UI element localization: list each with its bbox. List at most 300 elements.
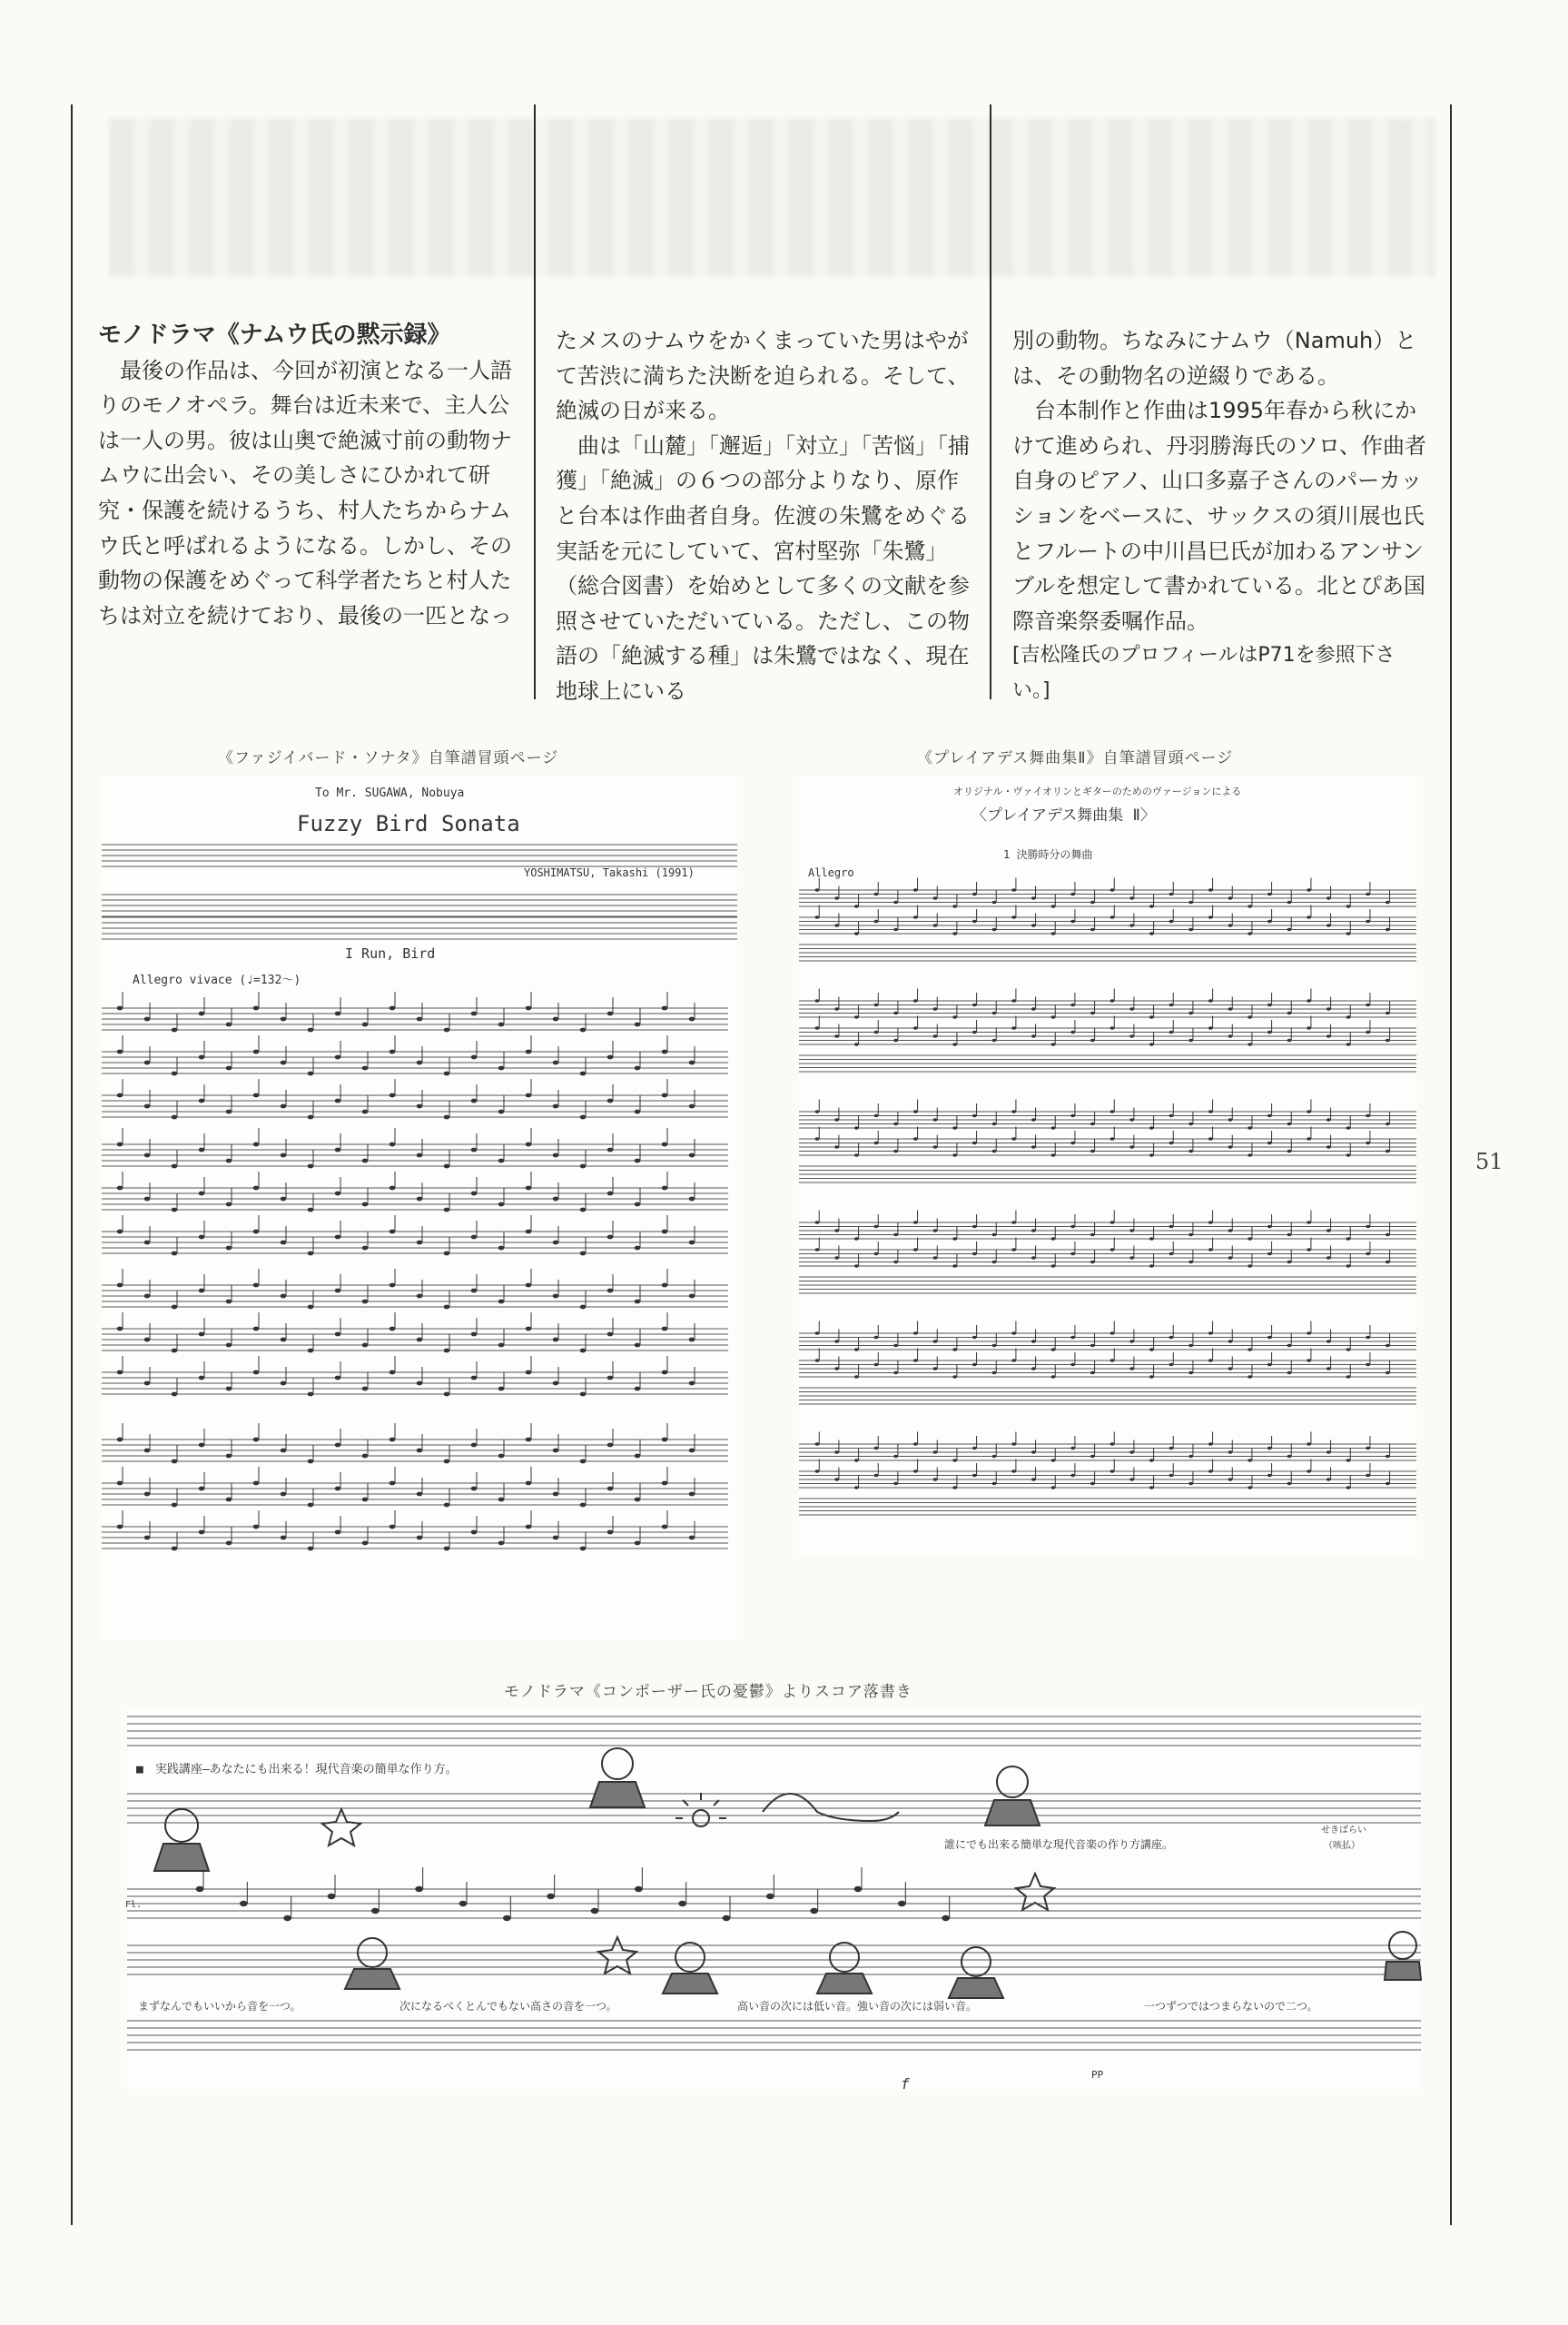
- cartoon-characters: [154, 1748, 1421, 1998]
- note-head: [362, 1246, 369, 1251]
- note-head: [281, 1197, 287, 1202]
- note-head: [308, 1392, 314, 1397]
- note-head: [226, 1343, 232, 1348]
- note-head: [471, 1443, 478, 1448]
- note-head: [992, 928, 997, 932]
- note-head: [390, 1093, 396, 1098]
- note-head: [526, 1481, 532, 1486]
- note-head: [444, 1503, 450, 1508]
- note-head: [854, 1348, 859, 1351]
- note-head: [1129, 1034, 1134, 1038]
- note-head: [117, 1143, 123, 1147]
- note-head: [1169, 1225, 1174, 1229]
- note-head: [390, 1143, 396, 1147]
- note-head: [253, 1283, 260, 1288]
- note-head: [1247, 1237, 1252, 1241]
- note-head: [199, 1487, 205, 1491]
- note-head: [1307, 999, 1311, 1003]
- note-head: [1307, 1221, 1311, 1224]
- note-head: [1366, 893, 1370, 896]
- note-head: [1011, 1469, 1016, 1473]
- note-head: [874, 1252, 879, 1256]
- note-head: [335, 1192, 341, 1196]
- note-head: [766, 1894, 774, 1899]
- note-head: [283, 1915, 291, 1921]
- note-head: [1228, 1340, 1233, 1343]
- note-head: [952, 1043, 957, 1046]
- note-head: [913, 999, 918, 1003]
- note-head: [1287, 1482, 1292, 1486]
- note-head: [1247, 1043, 1252, 1046]
- note-head: [1110, 1137, 1115, 1141]
- note-head: [553, 1294, 559, 1299]
- note-head: [1169, 1252, 1174, 1256]
- doodle-heading: ■ 実践講座—あなたにも出来る！現代音楽の簡単な作り方。: [136, 1763, 458, 1776]
- note-head: [335, 1289, 341, 1293]
- note-head: [362, 1541, 369, 1546]
- note-head: [335, 1443, 341, 1448]
- note-head: [815, 1442, 820, 1446]
- note-head: [1090, 1233, 1095, 1237]
- note-head: [1110, 1359, 1115, 1362]
- note-head: [933, 1340, 938, 1343]
- movement-title: I Run, Bird: [345, 945, 436, 962]
- note-head: [281, 1536, 287, 1540]
- note-head: [834, 896, 839, 900]
- note-head: [498, 1066, 505, 1071]
- note-head: [1149, 1153, 1154, 1157]
- dynamic-forte: f: [901, 2075, 910, 2092]
- note-head: [1346, 1126, 1351, 1130]
- note-head: [1169, 893, 1174, 896]
- note-head: [1070, 1252, 1075, 1256]
- note-head: [526, 1283, 532, 1288]
- note-head: [1307, 888, 1311, 892]
- note-head: [1208, 1110, 1213, 1113]
- note-head: [635, 1110, 641, 1114]
- note-head: [226, 1110, 232, 1114]
- note-head: [471, 1530, 478, 1535]
- note-head: [810, 1908, 818, 1914]
- note-head: [1129, 1340, 1134, 1343]
- note-head: [1307, 1469, 1311, 1473]
- note-head: [1149, 1264, 1154, 1268]
- note-head: [172, 1305, 178, 1310]
- note-head: [471, 1192, 478, 1196]
- note-head: [972, 1336, 977, 1340]
- score-title: Fuzzy Bird Sonata: [297, 811, 520, 836]
- note-head: [854, 1015, 859, 1019]
- note-head: [1051, 1348, 1056, 1351]
- note-head: [992, 1233, 997, 1237]
- note-head: [417, 1449, 423, 1453]
- note-head: [972, 1363, 977, 1367]
- note-head: [893, 1123, 898, 1126]
- note-head: [952, 1486, 957, 1489]
- note-head: [1247, 905, 1252, 908]
- note-head: [1247, 1015, 1252, 1019]
- note-head: [1386, 1233, 1390, 1237]
- note-head: [662, 1327, 668, 1331]
- note-head: [1267, 1336, 1272, 1340]
- note-head: [1346, 1264, 1351, 1268]
- note-head: [1169, 1004, 1174, 1007]
- note-head: [1031, 1007, 1036, 1011]
- note-head: [498, 1498, 505, 1502]
- note-head: [1208, 1442, 1213, 1446]
- note-head: [253, 1093, 260, 1098]
- note-head: [1129, 1118, 1134, 1122]
- note-head: [226, 1202, 232, 1207]
- note-head: [144, 1381, 151, 1386]
- note-head: [1346, 1348, 1351, 1351]
- note-head: [992, 901, 997, 905]
- note-head: [117, 1093, 123, 1098]
- note-head: [444, 1028, 450, 1033]
- note-head: [972, 1447, 977, 1450]
- note-head: [1267, 1031, 1272, 1034]
- column-rule-right: [1450, 104, 1452, 2225]
- right-score-sheet: [799, 777, 1416, 1558]
- note-head: [526, 1143, 532, 1147]
- note-head: [1031, 1145, 1036, 1149]
- note-head: [1386, 1455, 1390, 1459]
- note-head: [553, 1017, 559, 1022]
- note-head: [335, 1235, 341, 1240]
- note-head: [933, 1256, 938, 1260]
- note-head: [689, 1536, 695, 1540]
- note-head: [362, 1300, 369, 1304]
- note-head: [893, 1012, 898, 1015]
- note-head: [1188, 901, 1193, 905]
- note-head: [526, 1093, 532, 1098]
- note-head: [854, 1264, 859, 1268]
- note-head: [1031, 1478, 1036, 1481]
- note-head: [913, 1331, 918, 1335]
- note-head: [144, 1338, 151, 1342]
- bottom-score-sheet: [125, 1707, 1421, 2092]
- section-title: モノドラマ《ナムウ氏の黙示録》: [98, 322, 451, 349]
- note-head: [1070, 1474, 1075, 1478]
- note-head: [689, 1197, 695, 1202]
- note-head: [362, 1343, 369, 1348]
- note-head: [1051, 1375, 1056, 1379]
- note-head: [1287, 901, 1292, 905]
- note-head: [635, 1387, 641, 1391]
- note-head: [1346, 1015, 1351, 1019]
- note-head: [893, 1482, 898, 1486]
- note-head: [992, 1150, 997, 1153]
- note-head: [1110, 1331, 1115, 1335]
- note-head: [635, 1343, 641, 1348]
- note-head: [893, 1150, 898, 1153]
- note-head: [459, 1901, 468, 1906]
- note-head: [526, 1525, 532, 1529]
- paragraph: 曲は「山麓」「邂逅」「対立」「苦悩」「捕獲」「絶滅」の６つの部分よりなり、原作と台本は作曲者自身。佐渡の朱鷺をめぐる実話を元にしていて、宮村堅弥「朱鷺」（総合図書）を始めとして多くの文献を参照させていただいている。ただし、この物語の「絶滅する種」は朱鷺ではなく、現在地球上にいる: [556, 432, 970, 704]
- note-head: [553, 1197, 559, 1202]
- note-head: [607, 1055, 614, 1060]
- note-head: [815, 1359, 820, 1362]
- note-head: [874, 920, 879, 924]
- note-head: [972, 1225, 977, 1229]
- note-head: [498, 1300, 505, 1304]
- note-head: [553, 1492, 559, 1497]
- note-head: [417, 1381, 423, 1386]
- note-head: [635, 1886, 643, 1892]
- note-head: [874, 893, 879, 896]
- note-head: [1346, 1043, 1351, 1046]
- note-head: [933, 1478, 938, 1481]
- note-head: [1366, 1142, 1370, 1145]
- note-head: [117, 1438, 123, 1442]
- note-head: [580, 1349, 587, 1353]
- note-head: [1346, 1459, 1351, 1462]
- note-head: [874, 1447, 879, 1450]
- note-head: [1070, 1142, 1075, 1145]
- note-head: [471, 1148, 478, 1153]
- note-head: [117, 1327, 123, 1331]
- note-head: [607, 1235, 614, 1240]
- note-head: [1169, 920, 1174, 924]
- note-head: [1208, 888, 1213, 892]
- note-head: [1011, 1110, 1016, 1113]
- note-head: [1110, 915, 1115, 919]
- note-head: [933, 1007, 938, 1011]
- note-head: [1287, 928, 1292, 932]
- note-head: [328, 1894, 336, 1899]
- note-head: [662, 1006, 668, 1011]
- note-head: [913, 888, 918, 892]
- note-head: [144, 1153, 151, 1158]
- note-head: [972, 920, 977, 924]
- note-head: [1188, 1371, 1193, 1375]
- note-head: [1011, 1331, 1016, 1335]
- note-head: [417, 1197, 423, 1202]
- note-head: [444, 1115, 450, 1120]
- note-head: [1149, 932, 1154, 935]
- text-column-2: [556, 323, 970, 709]
- note-head: [498, 1246, 505, 1251]
- note-head: [913, 1248, 918, 1252]
- note-head: [874, 1474, 879, 1478]
- note-head: [471, 1055, 478, 1060]
- note-head: [1366, 1114, 1370, 1118]
- note-head: [553, 1153, 559, 1158]
- note-head: [308, 1503, 314, 1508]
- note-head: [1169, 1336, 1174, 1340]
- note-head: [1228, 1450, 1233, 1454]
- note-head: [834, 1340, 839, 1343]
- note-head: [689, 1104, 695, 1109]
- note-head: [662, 1370, 668, 1375]
- note-head: [972, 893, 977, 896]
- note-head: [390, 1050, 396, 1054]
- note-head: [607, 1148, 614, 1153]
- note-head: [1287, 1012, 1292, 1015]
- note-head: [1307, 1137, 1311, 1141]
- note-head: [992, 1012, 997, 1015]
- note-head: [952, 1348, 957, 1351]
- note-head: [952, 932, 957, 935]
- note-head: [253, 1438, 260, 1442]
- note-head: [1070, 1225, 1075, 1229]
- note-head: [992, 1261, 997, 1264]
- note-head: [1090, 1261, 1095, 1264]
- note-head: [1386, 1012, 1390, 1015]
- note-head: [952, 905, 957, 908]
- paragraph: たメスのナムウをかくまっていた男はやがて苦渋に満ちた決断を迫られる。そして、絶滅の日が来る。: [556, 328, 970, 424]
- note-head: [281, 1241, 287, 1245]
- note-head: [952, 1153, 957, 1157]
- note-head: [526, 1006, 532, 1011]
- note-head: [1129, 924, 1134, 927]
- note-head: [952, 1126, 957, 1130]
- note-head: [362, 1110, 369, 1114]
- note-head: [1346, 1375, 1351, 1379]
- note-head: [117, 1186, 123, 1191]
- note-head: [952, 1375, 957, 1379]
- note-head: [1188, 1233, 1193, 1237]
- note-head: [117, 1481, 123, 1486]
- note-head: [471, 1012, 478, 1016]
- note-head: [117, 1525, 123, 1529]
- note-head: [1267, 1114, 1272, 1118]
- note-head: [199, 1332, 205, 1337]
- note-head: [1208, 1137, 1213, 1141]
- note-head: [1287, 1455, 1292, 1459]
- note-head: [913, 1221, 918, 1224]
- note-head: [1031, 1034, 1036, 1038]
- note-head: [1287, 1039, 1292, 1043]
- note-head: [1247, 1153, 1252, 1157]
- note-head: [1386, 1371, 1390, 1375]
- note-head: [834, 1450, 839, 1454]
- note-head: [580, 1503, 587, 1508]
- note-head: [362, 1387, 369, 1391]
- note-head: [1011, 1026, 1016, 1030]
- note-head: [199, 1099, 205, 1103]
- note-head: [1287, 1150, 1292, 1153]
- note-head: [1011, 1137, 1016, 1141]
- lyric-1: まずなんでもいいから音を一つ。: [138, 2000, 301, 2013]
- note-head: [281, 1381, 287, 1386]
- note-head: [1051, 1015, 1056, 1019]
- note-head: [992, 1344, 997, 1348]
- note-head: [972, 1142, 977, 1145]
- right-staves: [799, 878, 1416, 1516]
- note-head: [1188, 1012, 1193, 1015]
- note-head: [1287, 1233, 1292, 1237]
- note-head: [444, 1072, 450, 1076]
- note-head: [1346, 932, 1351, 935]
- note-head: [1208, 1221, 1213, 1224]
- note-head: [498, 1387, 505, 1391]
- note-head: [144, 1492, 151, 1497]
- note-head: [1208, 1359, 1213, 1362]
- note-head: [1188, 928, 1193, 932]
- composer-melancholy-score: [125, 1707, 1421, 2092]
- note-head: [854, 1459, 859, 1462]
- note-head: [417, 1061, 423, 1065]
- note-head: [144, 1104, 151, 1109]
- note-head: [580, 1459, 587, 1464]
- note-head: [1169, 1363, 1174, 1367]
- note-head: [1307, 1442, 1311, 1446]
- note-head: [1090, 1123, 1095, 1126]
- note-head: [1267, 1447, 1272, 1450]
- score-title: 〈プレイアデス舞曲集 Ⅱ〉: [971, 806, 1156, 825]
- note-head: [196, 1886, 204, 1892]
- note-head: [308, 1208, 314, 1212]
- note-head: [834, 924, 839, 927]
- text-column-3: [1012, 323, 1432, 709]
- note-head: [854, 1375, 859, 1379]
- note-head: [335, 1012, 341, 1016]
- note-head: [1070, 1447, 1075, 1450]
- note-head: [199, 1376, 205, 1380]
- note-head: [1247, 1459, 1252, 1462]
- note-head: [281, 1104, 287, 1109]
- note-head: [1031, 1229, 1036, 1232]
- note-head: [498, 1343, 505, 1348]
- note-head: [444, 1547, 450, 1551]
- note-head: [992, 1482, 997, 1486]
- note-head: [335, 1332, 341, 1337]
- note-head: [580, 1252, 587, 1256]
- note-head: [1326, 1229, 1331, 1232]
- note-head: [662, 1143, 668, 1147]
- note-head: [1366, 920, 1370, 924]
- note-head: [362, 1023, 369, 1027]
- note-head: [1110, 999, 1115, 1003]
- note-head: [226, 1541, 232, 1546]
- note-head: [933, 1229, 938, 1232]
- note-head: [580, 1392, 587, 1397]
- note-head: [390, 1230, 396, 1234]
- note-head: [281, 1449, 287, 1453]
- note-head: [253, 1050, 260, 1054]
- note-head: [933, 1450, 938, 1454]
- note-head: [607, 1530, 614, 1535]
- note-head: [1011, 999, 1016, 1003]
- note-head: [172, 1072, 178, 1076]
- note-head: [1051, 1459, 1056, 1462]
- note-head: [1346, 1153, 1351, 1157]
- note-head: [1090, 1344, 1095, 1348]
- note-head: [815, 1026, 820, 1030]
- note-head: [335, 1099, 341, 1103]
- note-head: [607, 1332, 614, 1337]
- note-head: [1386, 1344, 1390, 1348]
- note-head: [1149, 1015, 1154, 1019]
- note-head: [1149, 1126, 1154, 1130]
- note-head: [933, 1367, 938, 1370]
- note-head: [1208, 1026, 1213, 1030]
- note-head: [854, 1043, 859, 1046]
- note-head: [1188, 1039, 1193, 1043]
- note-head: [371, 1908, 380, 1914]
- note-head: [1386, 1039, 1390, 1043]
- note-head: [874, 1114, 879, 1118]
- note-head: [253, 1481, 260, 1486]
- column-rule-1: [534, 104, 536, 699]
- note-head: [834, 1256, 839, 1260]
- note-head: [471, 1332, 478, 1337]
- note-head: [1366, 1225, 1370, 1229]
- note-head: [662, 1481, 668, 1486]
- note-head: [308, 1305, 314, 1310]
- note-head: [199, 1055, 205, 1060]
